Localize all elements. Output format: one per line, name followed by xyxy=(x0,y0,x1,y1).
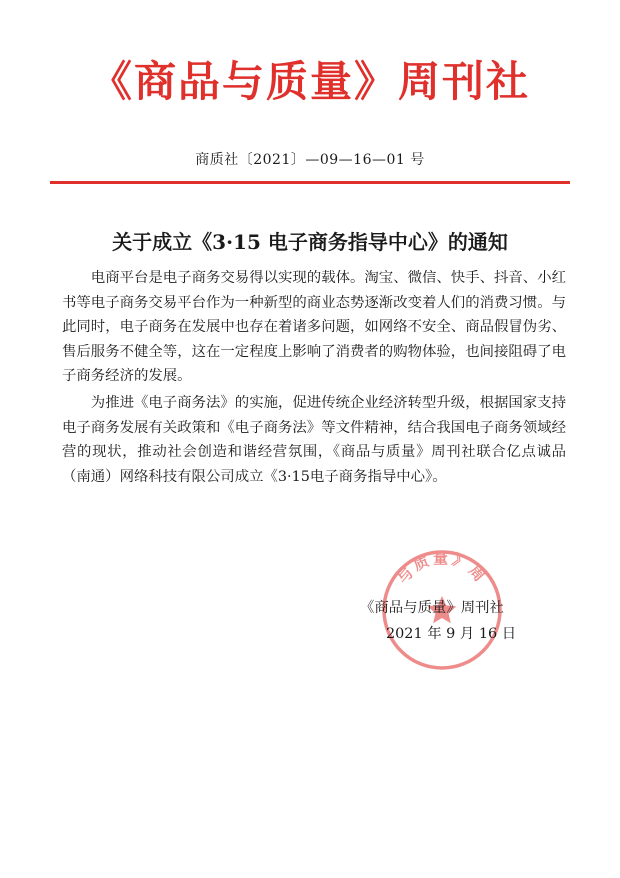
signature-organization: 《商品与质量》周刊社 xyxy=(360,600,504,616)
body-paragraph: 为推进《电子商务法》的实施，促进传统企业经济转型升级，根据国家支持电子商务发展有关政策和《电子商务法》等文件精神，结合我国电子商务领域经营的现状，推动社会创造和谐经营氛围，《商品与质量》周刊社联合亿点诚品（南通）网络科技有限公司成立《3·15电子商务指导中心》。 xyxy=(62,394,566,485)
svg-text:与质量》周 xyxy=(394,549,491,587)
body-paragraph: 电商平台是电子商务交易得以实现的载体。淘宝、微信、快手、抖音、小红书等电子商务交易平台作为一种新型的商业态势逐渐改变着人们的消费习惯。与此同时，电子商务在发展中也存在着诸多问题，如网络不安全、商品假冒伪劣、售后服务不健全等，这在一定程度上影响了消费者的购物体验，也间接阻碍了电子商务经济的发展。 xyxy=(62,270,566,385)
notice-title: 关于成立《3·15 电子商务指导中心》的通知 xyxy=(112,230,508,254)
seal-text: 与质量》周 xyxy=(393,549,491,588)
red-divider xyxy=(50,181,570,184)
signature-block xyxy=(360,595,550,647)
document-number: 商质社〔2021〕—09—16—01 号 xyxy=(195,152,425,168)
signature-date: 2021 年 9 月 16 日 xyxy=(386,626,517,642)
notice-body xyxy=(62,266,566,489)
masthead-title: 《商品与质量》周刊社 xyxy=(89,57,530,106)
